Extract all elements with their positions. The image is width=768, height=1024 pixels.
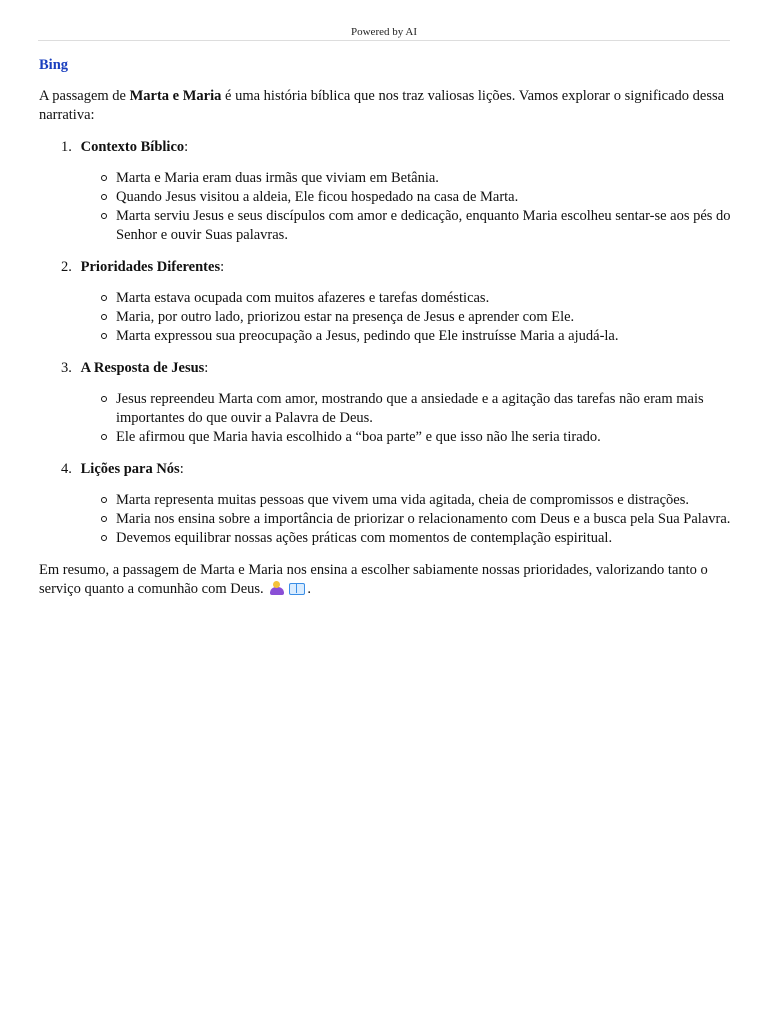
section-title: Contexto Bíblico xyxy=(80,139,185,155)
summary-paragraph xyxy=(39,561,733,599)
section-item xyxy=(39,258,733,346)
list-item: Marta serviu Jesus e seus discípulos com amor e dedicação, enquanto Maria escolheu sentar-se aos pés do Senhor e ouvir Suas palavras. xyxy=(116,207,733,245)
section-item xyxy=(39,138,733,245)
section-points xyxy=(39,289,733,346)
list-item: Jesus repreendeu Marta com amor, mostrando que a ansiedade e a agitação das tarefas não eram mais importantes do que ouvir a Palavra de Deus. xyxy=(116,390,733,428)
list-item: Marta e Maria eram duas irmãs que viviam em Betânia. xyxy=(116,169,733,188)
section-points xyxy=(39,390,733,447)
list-item: Devemos equilibrar nossas ações práticas com momentos de contemplação espiritual. xyxy=(116,529,733,548)
sections-list xyxy=(39,138,733,548)
header-divider xyxy=(38,40,730,41)
section-number: 1. xyxy=(61,139,72,155)
section-points xyxy=(39,169,733,245)
section-number: 2. xyxy=(61,259,72,275)
section-number: 4. xyxy=(61,461,72,477)
list-item: Quando Jesus visitou a aldeia, Ele ficou hospedado na casa de Marta. xyxy=(116,188,733,207)
list-item: Marta estava ocupada com muitos afazeres e tarefas domésticas. xyxy=(116,289,733,308)
list-item: Marta representa muitas pessoas que vivem uma vida agitada, cheia de compromissos e distrações. xyxy=(116,491,733,510)
section-heading: 3. A Resposta de Jesus: xyxy=(61,360,209,376)
section-heading: 4. Lições para Nós: xyxy=(61,461,184,477)
list-item: Ele afirmou que Maria havia escolhido a “boa parte” e que isso não lhe seria tirado. xyxy=(116,428,733,447)
section-heading: 1. Contexto Bíblico: xyxy=(61,139,189,155)
response-content xyxy=(39,56,733,599)
praying-hands-icon xyxy=(269,581,285,595)
section-item xyxy=(39,460,733,548)
section-number: 3. xyxy=(61,360,72,376)
summary-end: . xyxy=(307,581,311,597)
section-title: Lições para Nós xyxy=(80,461,180,477)
section-item xyxy=(39,359,733,447)
list-item: Marta expressou sua preocupação a Jesus, pedindo que Ele instruísse Maria a ajudá-la. xyxy=(116,327,733,346)
intro-bold: Marta e Maria xyxy=(129,88,222,104)
section-points xyxy=(39,491,733,548)
intro-prefix: A passagem de xyxy=(39,88,130,104)
section-title: A Resposta de Jesus xyxy=(80,360,205,376)
summary-text: Em resumo, a passagem de Marta e Maria nos ensina a escolher sabiamente nossas prioridades, valorizando tanto o serviço quanto a comunhão com Deus. xyxy=(39,562,708,597)
list-item: Maria nos ensina sobre a importância de priorizar o relacionamento com Deus e a busca pela Sua Palavra. xyxy=(116,510,733,529)
open-book-icon xyxy=(289,583,305,595)
intro-suffix: é uma história bíblica que nos traz valiosas lições. Vamos explorar o significado dessa narrativa: xyxy=(39,88,725,123)
list-item: Maria, por outro lado, priorizou estar na presença de Jesus e aprender com Ele. xyxy=(116,308,733,327)
section-title: Prioridades Diferentes xyxy=(80,259,221,275)
bing-label: Bing xyxy=(39,57,69,73)
section-heading: 2. Prioridades Diferentes: xyxy=(61,259,225,275)
intro-paragraph xyxy=(39,87,733,125)
powered-by-label: Powered by AI xyxy=(351,26,417,38)
